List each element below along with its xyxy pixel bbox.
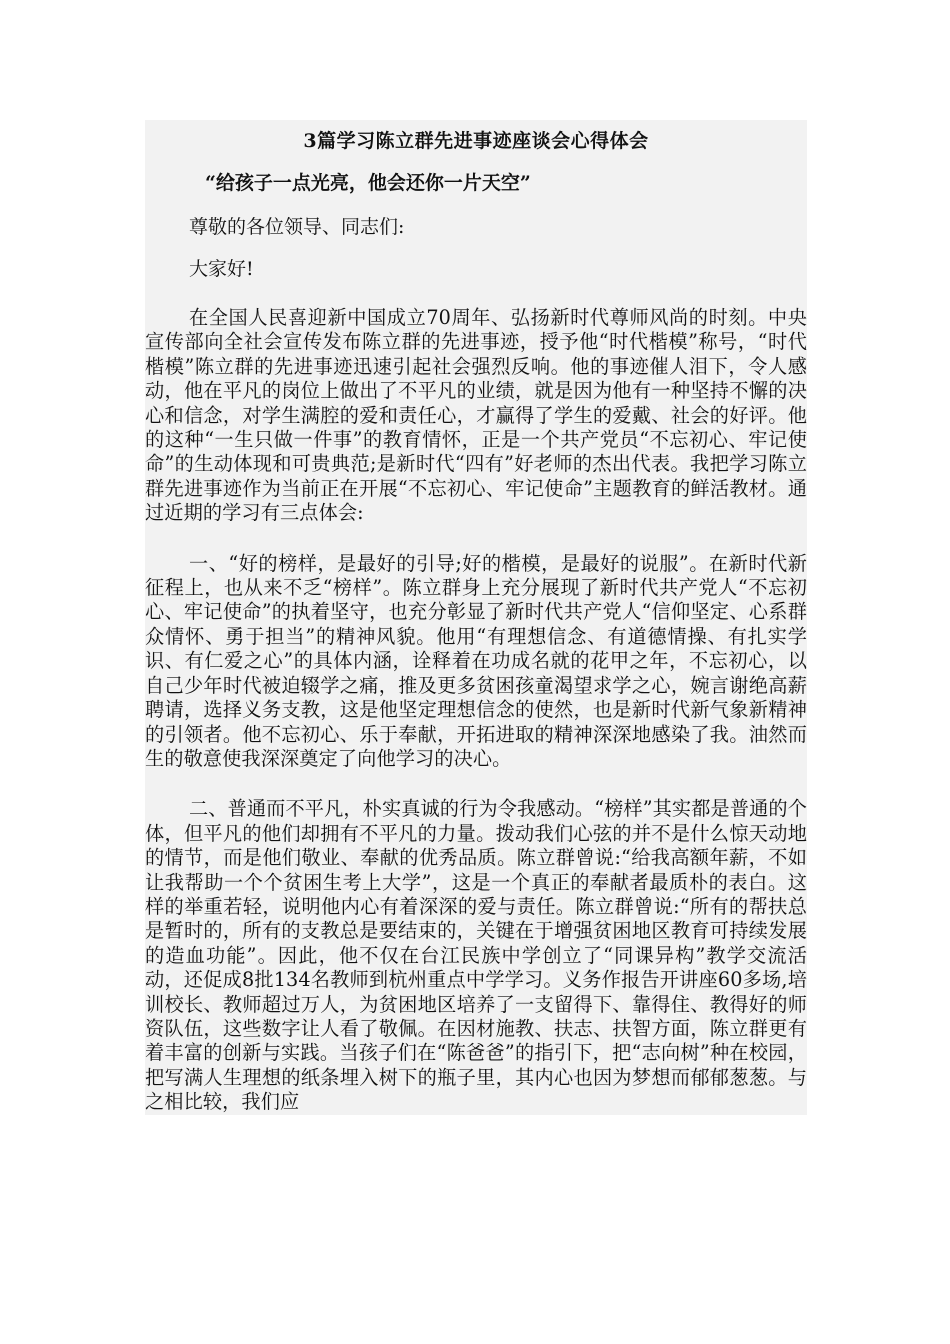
document-body: [145, 120, 807, 1115]
salutation: 尊敬的各位领导、同志们:: [189, 216, 405, 238]
document-page: [145, 120, 807, 1220]
paragraph-point-one: 一、“好的榜样，是最好的引导;好的楷模，是最好的说服”。在新时代新征程上，也从来不乏“榜样”。陈立群身上充分展现了新时代共产党人“不忘初心、牢记使命”的执着坚守，也充分彰显了新时代共产党人“信仰坚定、心系群众情怀、勇于担当”的精神风貌。他用“有理想信念、有道德情操、有扎实学识、有仁爱之心”的具体内涵，诠释着在功成名就的花甲之年，不忘初心，以自己少年时代被迫辍学之痛，推及更多贫困孩童渴望求学之心，婉言谢绝高薪聘请，选择义务支教，这是他坚定理想信念的使然，也是新时代新气象新精神的引领者。他不忘初心、乐于奉献，开拓进取的精神深深地感染了我。油然而生的敬意使我深深奠定了向他学习的决心。: [145, 551, 807, 770]
document-subtitle: “给孩子一点光亮，他会还你一片天空”: [205, 172, 531, 194]
paragraph-point-two: 二、普通而不平凡，朴实真诚的行为令我感动。“榜样”其实都是普通的个体，但平凡的他们却拥有不平凡的力量。拨动我们心弦的并不是什么惊天动地的情节，而是他们敬业、奉献的优秀品质。陈立群曾说:“给我高额年薪，不如让我帮助一个个贫困生考上大学”，这是一个真正的奉献者最质朴的表白。这样的举重若轻，说明他内心有着深深的爱与责任。陈立群曾说:“所有的帮扶总是暂时的，所有的支教总是要结束的，关键在于增强贫困地区教育可持续发展的造血功能”。因此，他不仅在台江民族中学创立了“同课异构”教学交流活动，还促成8批134名教师到杭州重点中学学习。义务作报告开讲座60多场,培训校长、教师超过万人，为贫困地区培养了一支留得下、靠得住、教得好的师资队伍，这些数字让人看了敬佩。在因材施教、扶志、扶智方面，陈立群更有着丰富的创新与实践。当孩子们在“陈爸爸”的指引下，把“志向树”种在校园，把写满人生理想的纸条埋入树下的瓶子里，其内心也因为梦想而郁郁葱葱。与之相比较，我们应: [145, 797, 807, 1114]
document-title: 3篇学习陈立群先进事迹座谈会心得体会: [303, 130, 649, 152]
paragraph-intro: 在全国人民喜迎新中国成立70周年、弘扬新时代尊师风尚的时刻。中央宣传部向全社会宣传发布陈立群的先进事迹，授予他“时代楷模”称号，“时代楷模”陈立群的先进事迹迅速引起社会强烈反响。他的事迹催人泪下，令人感动，他在平凡的岗位上做出了不平凡的业绩，就是因为他有一种坚持不懈的决心和信念，对学生满腔的爱和责任心，才赢得了学生的爱戴、社会的好评。他的这种“一生只做一件事”的教育情怀，正是一个共产党员“不忘初心、牢记使命”的生动体现和可贵典范;是新时代“四有”好老师的杰出代表。我把学习陈立群先进事迹作为当前正在开展“不忘初心、牢记使命”主题教育的鲜活教材。通过近期的学习有三点体会:: [145, 306, 807, 525]
greeting: 大家好!: [189, 258, 254, 280]
